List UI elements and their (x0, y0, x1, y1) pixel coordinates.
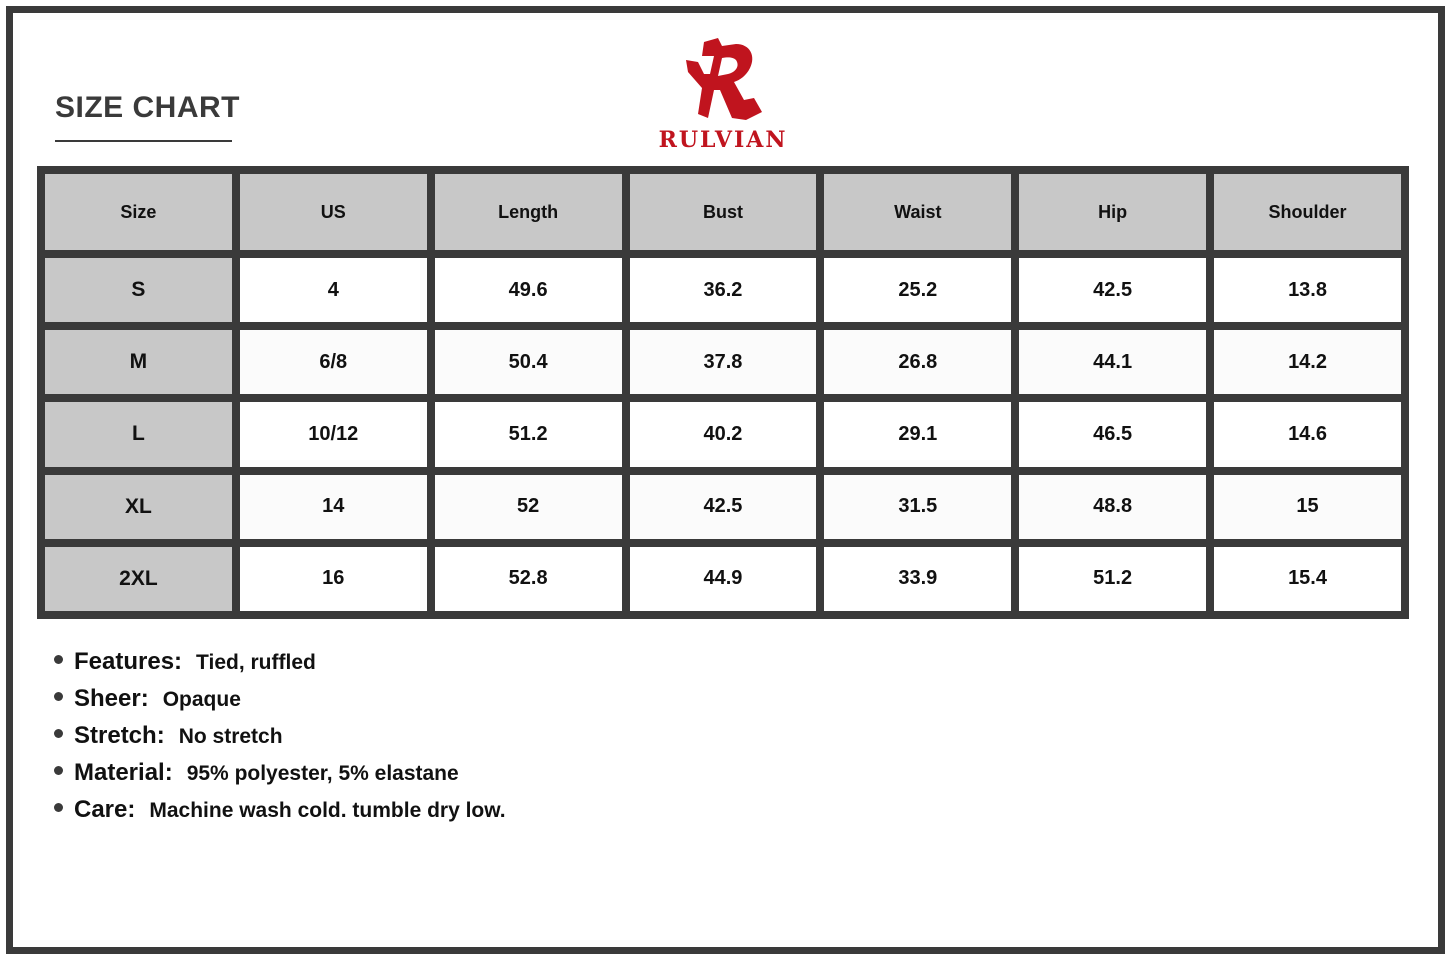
length-cell: 51.2 (435, 402, 622, 466)
us-cell: 6/8 (240, 330, 427, 394)
list-item (54, 685, 506, 722)
feature-label: Stretch: (74, 722, 165, 749)
hip-cell: 42.5 (1019, 258, 1206, 322)
bullet-icon (54, 655, 63, 664)
page-title: SIZE CHART (55, 91, 240, 124)
us-cell: 10/12 (240, 402, 427, 466)
bust-cell: 44.9 (630, 547, 817, 611)
bust-cell: 40.2 (630, 402, 817, 466)
length-cell: 52 (435, 475, 622, 539)
feature-value: 95% polyester, 5% elastane (186, 762, 459, 785)
size-cell: XL (45, 475, 232, 539)
size-cell: S (45, 258, 232, 322)
shoulder-cell: 15 (1214, 475, 1401, 539)
feature-value: No stretch (178, 725, 283, 748)
us-cell: 16 (240, 547, 427, 611)
length-cell: 49.6 (435, 258, 622, 322)
column-header-length: Length (435, 174, 622, 250)
table-row (45, 475, 1401, 539)
table-header-row (45, 174, 1401, 250)
length-cell: 52.8 (435, 547, 622, 611)
table-row (45, 402, 1401, 466)
column-header-us: US (240, 174, 427, 250)
waist-cell: 25.2 (824, 258, 1011, 322)
list-item (54, 796, 506, 833)
shoulder-cell: 14.2 (1214, 330, 1401, 394)
feature-value: Opaque (162, 688, 241, 711)
bullet-icon (54, 803, 63, 812)
waist-cell: 29.1 (824, 402, 1011, 466)
hip-cell: 51.2 (1019, 547, 1206, 611)
length-cell: 50.4 (435, 330, 622, 394)
shoulder-cell: 14.6 (1214, 402, 1401, 466)
table-row (45, 547, 1401, 611)
title-underline (55, 140, 232, 142)
column-header-hip: Hip (1019, 174, 1206, 250)
bust-cell: 36.2 (630, 258, 817, 322)
bust-cell: 37.8 (630, 330, 817, 394)
list-item (54, 759, 506, 796)
waist-cell: 26.8 (824, 330, 1011, 394)
feature-value: Tied, ruffled (196, 651, 316, 674)
shoulder-cell: 13.8 (1214, 258, 1401, 322)
product-features-list (54, 648, 506, 833)
table-row (45, 258, 1401, 322)
bullet-icon (54, 766, 63, 775)
brand-logo (650, 38, 796, 154)
feature-label: Care: (74, 796, 136, 823)
feature-label: Material: (74, 759, 173, 786)
list-item (54, 648, 506, 685)
bust-cell: 42.5 (630, 475, 817, 539)
size-table (37, 166, 1409, 619)
hip-cell: 48.8 (1019, 475, 1206, 539)
feature-label: Sheer: (74, 685, 149, 712)
hip-cell: 46.5 (1019, 402, 1206, 466)
bullet-icon (54, 692, 63, 701)
feature-value: Machine wash cold. tumble dry low. (149, 799, 506, 822)
waist-cell: 31.5 (824, 475, 1011, 539)
column-header-bust: Bust (630, 174, 817, 250)
shoulder-cell: 15.4 (1214, 547, 1401, 611)
us-cell: 14 (240, 475, 427, 539)
column-header-shoulder: Shoulder (1214, 174, 1401, 250)
column-header-waist: Waist (824, 174, 1011, 250)
bullet-icon (54, 729, 63, 738)
size-cell: 2XL (45, 547, 232, 611)
size-cell: M (45, 330, 232, 394)
table-row (45, 330, 1401, 394)
column-header-size: Size (45, 174, 232, 250)
hip-cell: 44.1 (1019, 330, 1206, 394)
stylized-R-logo-icon (684, 38, 764, 124)
us-cell: 4 (240, 258, 427, 322)
list-item (54, 722, 506, 759)
waist-cell: 33.9 (824, 547, 1011, 611)
brand-name: RULVIAN (658, 127, 788, 153)
feature-label: Features: (74, 648, 183, 675)
size-cell: L (45, 402, 232, 466)
